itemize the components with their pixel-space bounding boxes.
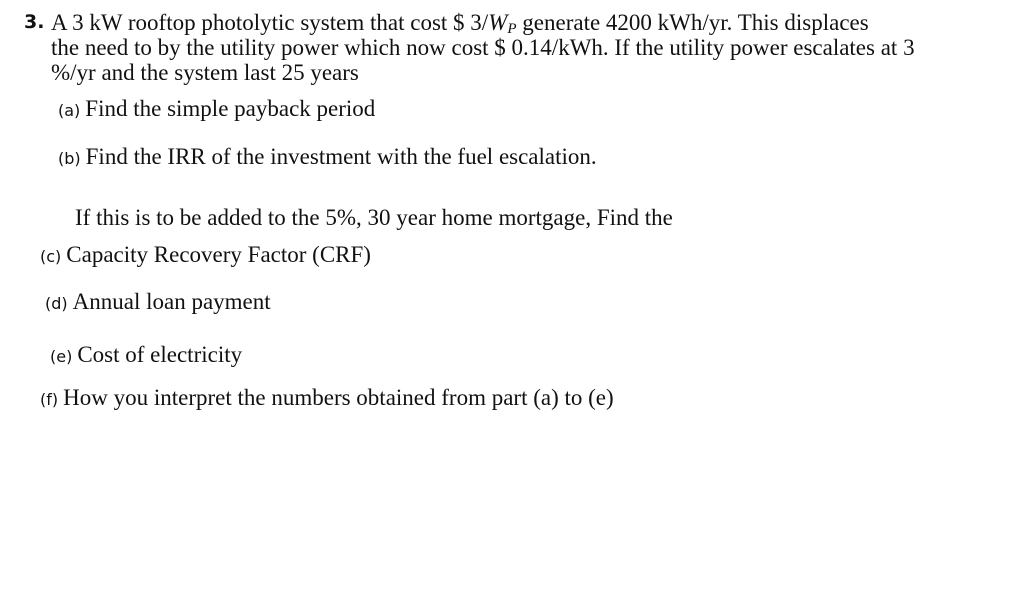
part-c-label: (c) <box>40 247 62 266</box>
question-line-3: %/yr and the system last 25 years <box>51 60 359 85</box>
mortgage-intro: If this is to be added to the 5%, 30 year home mortgage, Find the <box>75 205 673 230</box>
part-d-label: (d) <box>45 294 68 313</box>
question-line-1-start: A 3 kW rooftop photolytic system that cost $ 3/ <box>51 10 489 35</box>
part-e-label: (e) <box>50 347 73 366</box>
unit-wp-subscript: P <box>507 21 517 37</box>
question-line-1-end: generate 4200 kWh/yr. This displaces <box>516 10 869 35</box>
part-b <box>58 144 597 169</box>
part-d-text: Annual loan payment <box>72 289 271 314</box>
part-f-label: (f) <box>40 390 59 409</box>
part-f-text: How you interpret the numbers obtained from part (a) to (e) <box>63 385 614 410</box>
unit-wp <box>488 10 516 35</box>
part-c <box>40 242 371 267</box>
part-c-text: Capacity Recovery Factor (CRF) <box>66 242 371 267</box>
unit-wp-main: W <box>488 10 508 35</box>
question-number: 3. <box>24 11 45 33</box>
part-f <box>40 385 614 410</box>
part-a-text: Find the simple payback period <box>85 96 376 121</box>
part-a-label: (a) <box>58 101 81 120</box>
part-b-label: (b) <box>58 149 81 168</box>
part-d <box>45 289 271 314</box>
question-line-2: the need to by the utility power which now cost $ 0.14/kWh. If the utility power escalates at 3 <box>51 35 915 60</box>
part-b-text: Find the IRR of the investment with the fuel escalation. <box>85 144 597 169</box>
part-a <box>58 96 375 121</box>
part-e <box>50 342 242 367</box>
part-e-text: Cost of electricity <box>77 342 243 367</box>
